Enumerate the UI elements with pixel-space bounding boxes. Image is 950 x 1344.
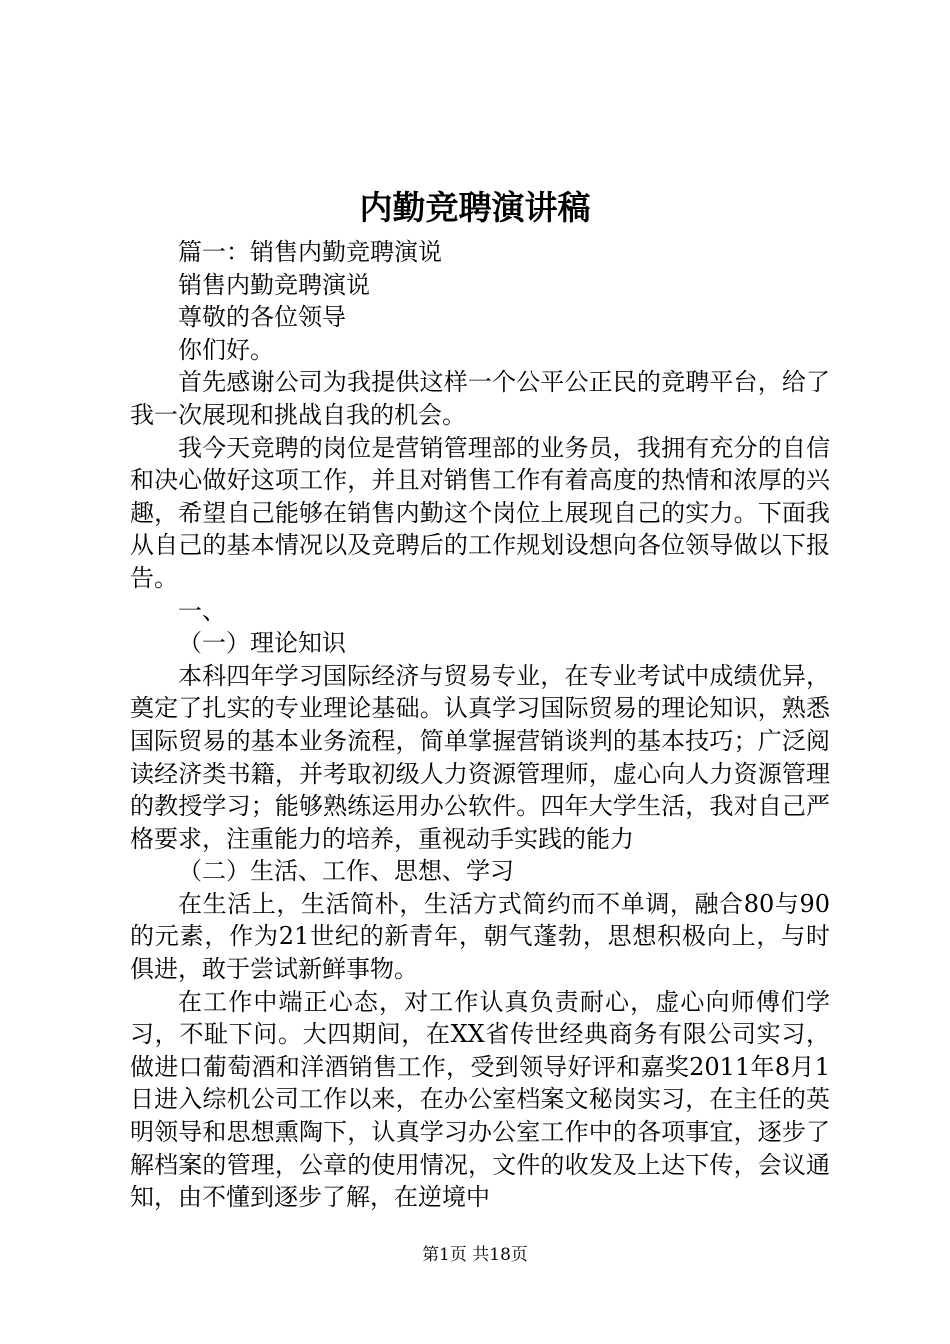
paragraph-heading-part-one: 篇一：销售内勤竞聘演说 — [178, 238, 442, 266]
page-footer: 第1页 共18页 — [422, 1245, 528, 1265]
paragraph-life: 在生活上，生活简朴，生活方式简约而不单调，融合80与90的元素，作为21世纪的新青年，朝气蓬勃，思想积极向上，与时俱进，敢于尝试新鲜事物。 — [130, 889, 830, 984]
paragraph-section-one: 一、 — [178, 596, 226, 625]
paragraph-theory: 本科四年学习国际经济与贸易专业，在专业考试中成绩优异，奠定了扎实的专业理论基础。认真学习国际贸易的理论知识，熟悉国际贸易的基本业务流程，简单掌握营销谈判的基本技巧；广泛阅读经济类书籍，并考取初级人力资源管理师，虚心向人力资源管理的教授学习；能够熟练运用办公软件。四年大学生活，我对自己严格要求，注重能力的培养，重视动手实践的能力 — [130, 661, 830, 853]
paragraph-subtitle: 销售内勤竞聘演说 — [178, 270, 370, 299]
paragraph-greeting: 你们好。 — [178, 335, 274, 364]
paragraph-heading-theory: （一）理论知识 — [178, 629, 346, 658]
paragraph-position: 我今天竞聘的岗位是营销管理部的业务员，我拥有充分的自信和决心做好这项工作，并且对销售工作有着高度的热情和浓厚的兴趣，希望自己能够在销售内勤这个岗位上展现自己的实力。下面我从自己的基本情况以及竞聘后的工作规划设想向各位领导做以下报告。 — [130, 433, 830, 592]
paragraph-work: 在工作中端正心态，对工作认真负责耐心，虚心向师傅们学习，不耻下问。大四期间，在XX省传世经典商务有限公司实习，做进口葡萄酒和洋酒销售工作，受到领导好评和嘉奖2011年8月1日进入综机公司工作以来，在办公室档案文秘岗实习，在主任的英明领导和思想熏陶下，认真学习办公室工作中的各项事宜，逐步了解档案的管理，公章的使用情况，文件的收发及上达下传，会议通知，由不懂到逐步了解，在逆境中 — [130, 987, 830, 1212]
paragraph-heading-life: （二）生活、工作、思想、学习 — [178, 857, 514, 886]
paragraph-salutation: 尊敬的各位领导 — [178, 303, 346, 332]
paragraph-thanks: 首先感谢公司为我提供这样一个公平公正民的竞聘平台，给了我一次展现和挑战自我的机会。 — [130, 368, 830, 429]
document-title: 内勤竞聘演讲稿 — [359, 188, 591, 227]
document-body — [130, 236, 830, 1214]
